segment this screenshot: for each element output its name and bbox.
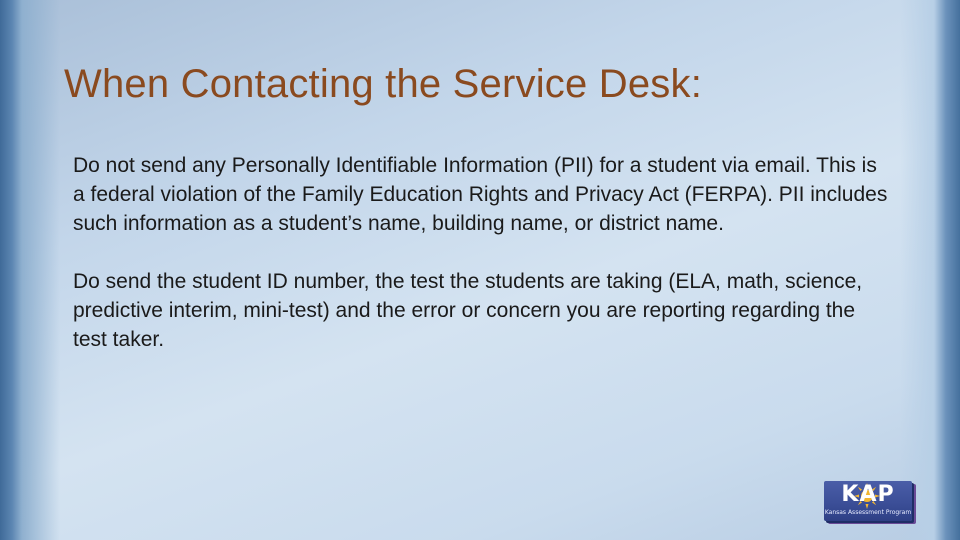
paragraph-do-send: Do send the student ID number, the test the students are taking (ELA, math, science, predictive interim, mini-test) and the error or concern you are reporting regarding the test taker. [73, 270, 863, 351]
logo-letters: KAP [841, 482, 895, 507]
paragraph-do-not-send: Do not send any Personally Identifiable Information (PII) for a student via email. This is a federal violation of the Family Education Rights and Privacy Act (FERPA). PII includes such information as a student’s name, building name, or district name. [73, 154, 888, 235]
slide-body [73, 151, 893, 383]
logo-tagline: Kansas Assessment Program [824, 509, 912, 516]
slide-title: When Contacting the Service Desk: [64, 62, 703, 106]
kap-logo [824, 481, 912, 521]
